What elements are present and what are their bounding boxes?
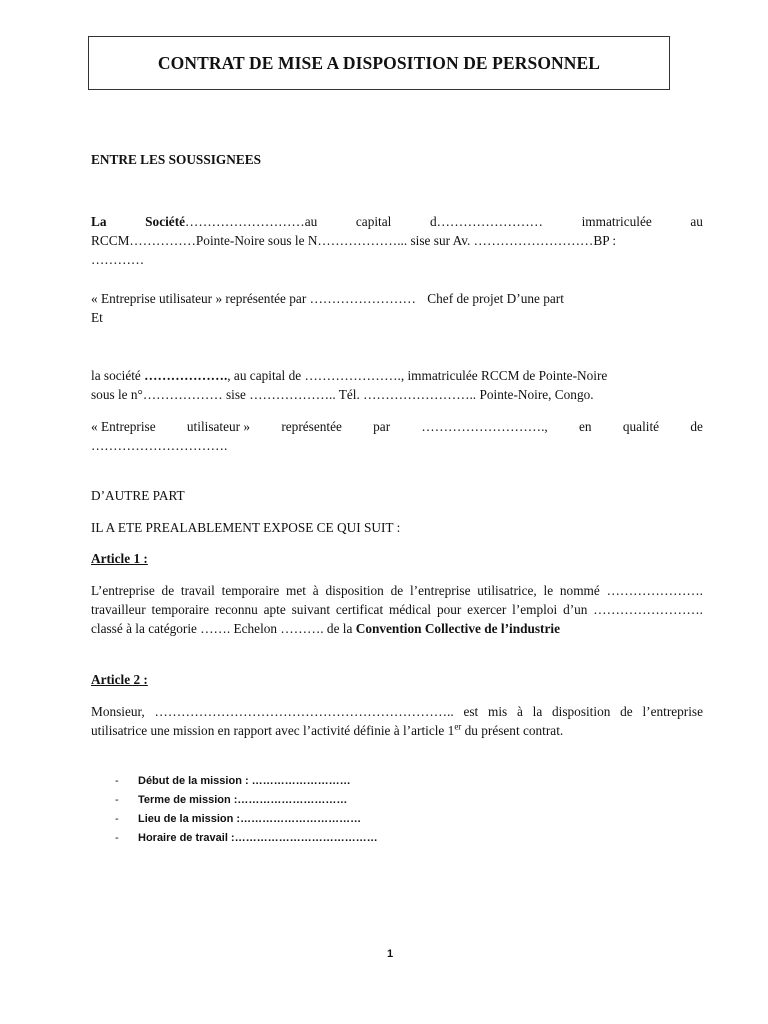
party2-line1 (91, 366, 703, 385)
party2-rep-line1 (91, 417, 703, 436)
list-item: - Horaire de travail :………………………………… (115, 829, 515, 848)
article2-text (91, 702, 703, 740)
list-item-text: Terme de mission :………………………… (138, 794, 348, 806)
party2-l1-c: , au capital de …………………., immatriculée RCCM de Pointe-Noire (227, 368, 608, 383)
party2-r6: en (579, 419, 592, 434)
document-title (88, 36, 670, 90)
party1-w5: d…………………… (429, 214, 543, 229)
party2-r4: par (373, 419, 391, 434)
party1-representative (91, 289, 703, 308)
party1-line1 (91, 212, 703, 231)
party2-l1-b: ………………. (144, 368, 228, 383)
party1-w4: capital (355, 214, 392, 229)
article1-text-a: L’entreprise de travail temporaire met à disposition de l’entreprise utilisatrice, le nommé …………………. travailleur temporaire reconnu apte suivant certificat médical pour exercer l’emploi d’un ……………………. classé à la catégorie ……. Echelon ………. de la (91, 583, 703, 636)
party2-r2: utilisateur » (186, 419, 251, 434)
list-item: - Terme de mission :………………………… (115, 791, 515, 810)
party1-line2: RCCM……………Pointe-Noire sous le N………………... sise sur Av. ………………………BP : (91, 233, 617, 248)
article2-sup: er (454, 721, 462, 732)
party2-r1: « Entreprise (91, 419, 156, 434)
expose-heading: IL A ETE PREALABLEMENT EXPOSE CE QUI SUIT : (91, 520, 401, 535)
party1-w1: La (91, 214, 107, 229)
list-item-text: Horaire de travail :………………………………… (138, 832, 378, 844)
party1-line3: ………… (91, 252, 145, 267)
entre-heading: ENTRE LES SOUSSIGNEES (91, 152, 261, 167)
party1-w6: immatriculée (581, 214, 652, 229)
party2-r7: qualité (622, 419, 660, 434)
list-item: - Début de la mission : ……………………… (115, 772, 515, 791)
party2-r5: ………………………., (421, 419, 548, 434)
party2-rep-line2: …………………………. (91, 438, 228, 453)
party2-r8: de (690, 419, 703, 434)
list-item-text: Lieu de la mission :…………………………… (138, 813, 362, 825)
party2-l1-a: la société (91, 368, 145, 383)
autre-part: D’AUTRE PART (91, 488, 185, 503)
party1-rep-a: « Entreprise utilisateur » représentée par …………………… (91, 291, 416, 306)
article2-heading: Article 2 : (91, 672, 148, 687)
page-number: 1 (386, 948, 394, 960)
list-item-text: Début de la mission : ……………………… (138, 775, 351, 787)
party1-w3: ………………………au (185, 214, 318, 229)
title-text: CONTRAT DE MISE A DISPOSITION DE PERSONNEL (157, 52, 601, 73)
party1-w2: Société (145, 214, 186, 229)
et-text: Et (91, 310, 103, 325)
article1-heading: Article 1 : (91, 551, 148, 566)
list-item: - Lieu de la mission :…………………………… (115, 810, 515, 829)
party2-r3: représentée (281, 419, 342, 434)
article1-text (91, 581, 703, 638)
party1-rep-b: Chef de projet D’une part (427, 291, 564, 306)
article2-text-a: Monsieur, ………………………………………………………….. est mis à la disposition de l’entreprise utilisatrice une mission en rapport avec l’activité définie à l’article 1 (91, 704, 703, 738)
article2-text-b: du présent contrat. (461, 723, 564, 738)
party1-w7: au (690, 214, 703, 229)
article1-text-b: Convention Collective de l’industrie (355, 621, 560, 636)
mission-details-list (115, 772, 515, 848)
party2-line2: sous le n°……………… sise ……………….. Tél. …………………….. Pointe-Noire, Congo. (91, 387, 594, 402)
